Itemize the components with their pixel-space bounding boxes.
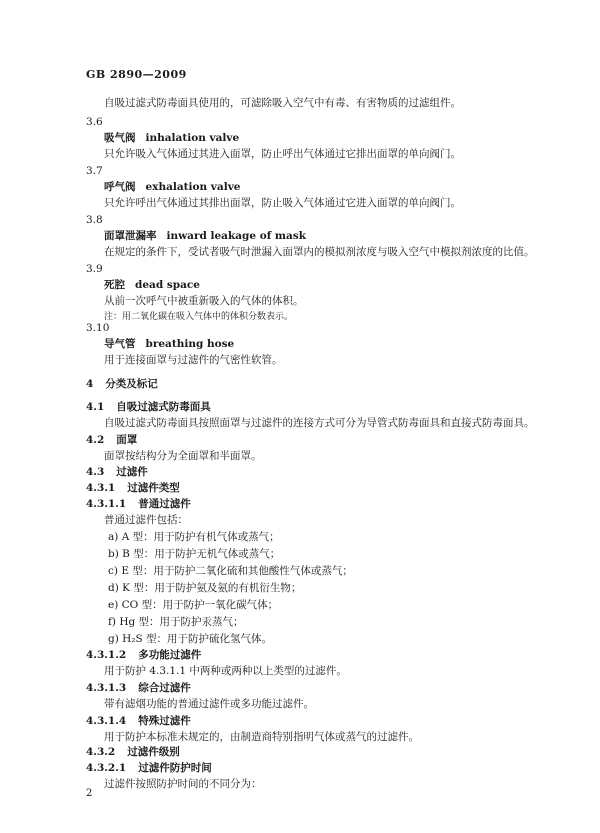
clause-text: 用于防护 4.3.1.1 中两种或两种以上类型的过滤件。 (104, 665, 347, 677)
term-definition: 从前一次呼气中被重新吸入的气体的体积。 (104, 295, 304, 307)
clause-number: 3.10 (86, 322, 110, 334)
clause-number: 3.8 (86, 214, 103, 226)
clause-heading: 4.3.1 过滤件类型 (86, 482, 180, 494)
list-item: d) K 型：用于防护氨及氨的有机衍生物； (108, 582, 302, 594)
clause-text: 过滤件按照防护时间的不同分为： (104, 778, 262, 790)
clause-heading: 4.2 面罩 (86, 434, 138, 446)
term-note: 注：用二氧化碳在吸入气体中的体积分数表示。 (104, 312, 294, 322)
term-title: 面罩泄漏率 inward leakage of mask (104, 230, 306, 242)
term-definition: 只允许呼出气体通过其排出面罩，防止吸入气体通过它进入面罩的单向阀门。 (104, 197, 461, 209)
section-heading: 4 分类及标记 (86, 378, 158, 390)
clause-text: 带有滤烟功能的普通过滤件或多功能过滤件。 (104, 698, 314, 710)
clause-text: 普通过滤件包括： (104, 514, 188, 526)
list-item: b) B 型：用于防护无机气体或蒸气； (108, 548, 281, 560)
term-title: 死腔 dead space (104, 279, 200, 291)
clause-heading: 4.3.1.2 多功能过滤件 (86, 649, 202, 661)
list-item: f) Hg 型：用于防护汞蒸气； (108, 616, 244, 628)
list-item: g) H₂S 型：用于防护硫化氢气体。 (108, 633, 273, 645)
clause-heading: 4.3.1.1 普通过滤件 (86, 498, 191, 510)
intro-text: 自吸过滤式防毒面具使用的，可滤除吸入空气中有毒、有害物质的过滤组件。 (104, 97, 461, 109)
term-title: 导气管 breathing hose (104, 338, 235, 350)
clause-text: 面罩按结构分为全面罩和半面罩。 (104, 450, 262, 462)
page-number: 2 (86, 788, 93, 799)
term-title: 吸气阀 inhalation valve (104, 132, 240, 144)
clause-text: 自吸过滤式防毒面具按照面罩与过滤件的连接方式可分为导管式防毒面具和直接式防毒面具。 (104, 417, 535, 429)
clause-text: 用于防护本标准未规定的，由制造商特别指明气体或蒸气的过滤件。 (104, 731, 419, 743)
clause-heading: 4.1 自吸过滤式防毒面具 (86, 401, 211, 413)
clause-heading: 4.3.1.3 综合过滤件 (86, 682, 191, 694)
clause-heading: 4.3.1.4 特殊过滤件 (86, 715, 191, 727)
clause-number: 3.9 (86, 263, 103, 275)
term-definition: 只允许吸入气体通过其进入面罩，防止呼出气体通过它排出面罩的单向阀门。 (104, 148, 461, 160)
clause-number: 3.6 (86, 116, 103, 128)
clause-heading: 4.3 过滤件 (86, 466, 148, 478)
standard-header: GB 2890—2009 (86, 68, 187, 81)
term-definition: 用于连接面罩与过滤件的气密性软管。 (104, 354, 283, 366)
clause-heading: 4.3.2.1 过滤件防护时间 (86, 762, 212, 774)
term-definition: 在规定的条件下，受试者吸气时泄漏入面罩内的模拟剂浓度与吸入空气中模拟剂浓度的比值。 (104, 246, 535, 258)
list-item: a) A 型：用于防护有机气体或蒸气； (108, 531, 280, 543)
term-title: 呼气阀 exhalation valve (104, 181, 241, 193)
list-item: e) CO 型：用于防护一氧化碳气体； (108, 599, 279, 611)
clause-heading: 4.3.2 过滤件级别 (86, 746, 180, 758)
clause-number: 3.7 (86, 165, 103, 177)
list-item: c) E 型：用于防护二氧化硫和其他酸性气体或蒸气； (108, 565, 353, 577)
